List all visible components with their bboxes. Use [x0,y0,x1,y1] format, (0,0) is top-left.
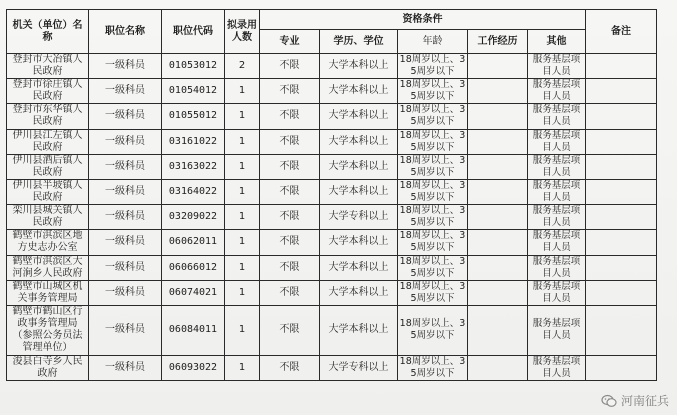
major-cell: 不限 [260,280,320,305]
education-cell: 大学本科以上 [320,54,398,79]
count-cell: 1 [225,179,260,204]
org-cell: 栾川县城关镇人民政府 [7,205,89,230]
major-cell: 不限 [260,129,320,154]
education-cell: 大学本科以上 [320,179,398,204]
experience-cell [468,355,528,380]
education-cell: 大学本科以上 [320,154,398,179]
code-cell: 06093022 [162,355,225,380]
header-remarks: 备注 [586,10,657,54]
education-cell: 大学本科以上 [320,104,398,129]
age-cell: 18周岁以上、35周岁以下 [398,129,468,154]
experience-cell [468,154,528,179]
count-cell: 1 [225,230,260,255]
count-cell: 1 [225,129,260,154]
other-cell: 服务基层项目人员 [528,230,586,255]
code-cell: 03164022 [162,179,225,204]
table-row [7,280,657,305]
code-cell: 06084011 [162,305,225,355]
code-cell: 03163022 [162,154,225,179]
other-cell: 服务基层项目人员 [528,54,586,79]
age-cell: 18周岁以上、35周岁以下 [398,154,468,179]
org-cell: 鹤壁市鹤山区行政事务管理局（参照公务员法管理单位） [7,305,89,355]
org-cell: 鹤壁市山城区机关事务管理局 [7,280,89,305]
age-cell: 18周岁以上、35周岁以下 [398,280,468,305]
header-other: 其他 [528,30,586,54]
table-row [7,255,657,280]
major-cell: 不限 [260,255,320,280]
education-cell: 大学专科以上 [320,355,398,380]
age-cell: 18周岁以上、35周岁以下 [398,305,468,355]
table-row [7,179,657,204]
count-cell: 2 [225,54,260,79]
org-cell: 鹤壁市淇滨区地方史志办公室 [7,230,89,255]
org-cell: 登封市徐庄镇人民政府 [7,79,89,104]
experience-cell [468,305,528,355]
remarks-cell [586,355,657,380]
major-cell: 不限 [260,179,320,204]
experience-cell [468,104,528,129]
code-cell: 03161022 [162,129,225,154]
age-cell: 18周岁以上、35周岁以下 [398,54,468,79]
position-cell: 一级科员 [89,305,162,355]
position-cell: 一级科员 [89,104,162,129]
remarks-cell [586,305,657,355]
other-cell: 服务基层项目人员 [528,79,586,104]
org-cell: 鹤壁市淇滨区大河涧乡人民政府 [7,255,89,280]
position-cell: 一级科员 [89,280,162,305]
header-org: 机关（单位）名称 [7,10,89,54]
header-code: 职位代码 [162,10,225,54]
other-cell: 服务基层项目人员 [528,305,586,355]
experience-cell [468,230,528,255]
remarks-cell [586,280,657,305]
org-cell: 伊川县酒后镇人民政府 [7,154,89,179]
experience-cell [468,255,528,280]
other-cell: 服务基层项目人员 [528,205,586,230]
count-cell: 1 [225,355,260,380]
count-cell: 1 [225,255,260,280]
age-cell: 18周岁以上、35周岁以下 [398,179,468,204]
remarks-cell [586,54,657,79]
other-cell: 服务基层项目人员 [528,154,586,179]
position-cell: 一级科员 [89,255,162,280]
table-row [7,205,657,230]
other-cell: 服务基层项目人员 [528,355,586,380]
code-cell: 01055012 [162,104,225,129]
table-row [7,54,657,79]
education-cell: 大学本科以上 [320,255,398,280]
remarks-cell [586,255,657,280]
experience-cell [468,179,528,204]
experience-cell [468,129,528,154]
position-cell: 一级科员 [89,154,162,179]
major-cell: 不限 [260,355,320,380]
remarks-cell [586,129,657,154]
education-cell: 大学本科以上 [320,129,398,154]
education-cell: 大学本科以上 [320,79,398,104]
experience-cell [468,280,528,305]
table-row [7,129,657,154]
education-cell: 大学专科以上 [320,205,398,230]
header-age: 年龄 [398,30,468,54]
position-cell: 一级科员 [89,129,162,154]
position-cell: 一级科员 [89,179,162,204]
remarks-cell [586,154,657,179]
header-experience: 工作经历 [468,30,528,54]
other-cell: 服务基层项目人员 [528,129,586,154]
major-cell: 不限 [260,154,320,179]
major-cell: 不限 [260,230,320,255]
watermark [601,392,669,409]
remarks-cell [586,104,657,129]
table-row [7,104,657,129]
table-row [7,305,657,355]
org-cell: 登封市大冶镇人民政府 [7,54,89,79]
other-cell: 服务基层项目人员 [528,179,586,204]
other-cell: 服务基层项目人员 [528,255,586,280]
position-cell: 一级科员 [89,54,162,79]
age-cell: 18周岁以上、35周岁以下 [398,104,468,129]
experience-cell [468,79,528,104]
position-cell: 一级科员 [89,79,162,104]
header-qualifications: 资格条件 [260,10,586,30]
wechat-icon [601,394,617,408]
table-body [7,54,657,381]
code-cell: 06074021 [162,280,225,305]
education-cell: 大学本科以上 [320,280,398,305]
position-cell: 一级科员 [89,205,162,230]
recruitment-table [6,9,657,381]
header-major: 专业 [260,30,320,54]
header-position: 职位名称 [89,10,162,54]
other-cell: 服务基层项目人员 [528,280,586,305]
count-cell: 1 [225,79,260,104]
count-cell: 1 [225,154,260,179]
experience-cell [468,54,528,79]
count-cell: 1 [225,305,260,355]
code-cell: 06066012 [162,255,225,280]
org-cell: 伊川县半坡镇人民政府 [7,179,89,204]
table-row [7,230,657,255]
remarks-cell [586,230,657,255]
org-cell: 伊川县江左镇人民政府 [7,129,89,154]
education-cell: 大学本科以上 [320,230,398,255]
count-cell: 1 [225,205,260,230]
major-cell: 不限 [260,104,320,129]
header-count: 拟录用人数 [225,10,260,54]
age-cell: 18周岁以上、35周岁以下 [398,230,468,255]
remarks-cell [586,79,657,104]
age-cell: 18周岁以上、35周岁以下 [398,355,468,380]
watermark-text: 河南征兵 [620,394,669,408]
experience-cell [468,205,528,230]
count-cell: 1 [225,280,260,305]
position-cell: 一级科员 [89,230,162,255]
age-cell: 18周岁以上、35周岁以下 [398,205,468,230]
code-cell: 06062011 [162,230,225,255]
major-cell: 不限 [260,305,320,355]
major-cell: 不限 [260,54,320,79]
table-row [7,79,657,104]
major-cell: 不限 [260,205,320,230]
remarks-cell [586,179,657,204]
major-cell: 不限 [260,79,320,104]
age-cell: 18周岁以上、35周岁以下 [398,79,468,104]
other-cell: 服务基层项目人员 [528,104,586,129]
remarks-cell [586,205,657,230]
code-cell: 01053012 [162,54,225,79]
org-cell: 登封市东华镇人民政府 [7,104,89,129]
count-cell: 1 [225,104,260,129]
age-cell: 18周岁以上、35周岁以下 [398,255,468,280]
code-cell: 01054012 [162,79,225,104]
org-cell: 浚县白寺乡人民政府 [7,355,89,380]
table-row [7,355,657,380]
header-education: 学历、学位 [320,30,398,54]
education-cell: 大学本科以上 [320,305,398,355]
code-cell: 03209022 [162,205,225,230]
position-cell: 一级科员 [89,355,162,380]
table-row [7,154,657,179]
